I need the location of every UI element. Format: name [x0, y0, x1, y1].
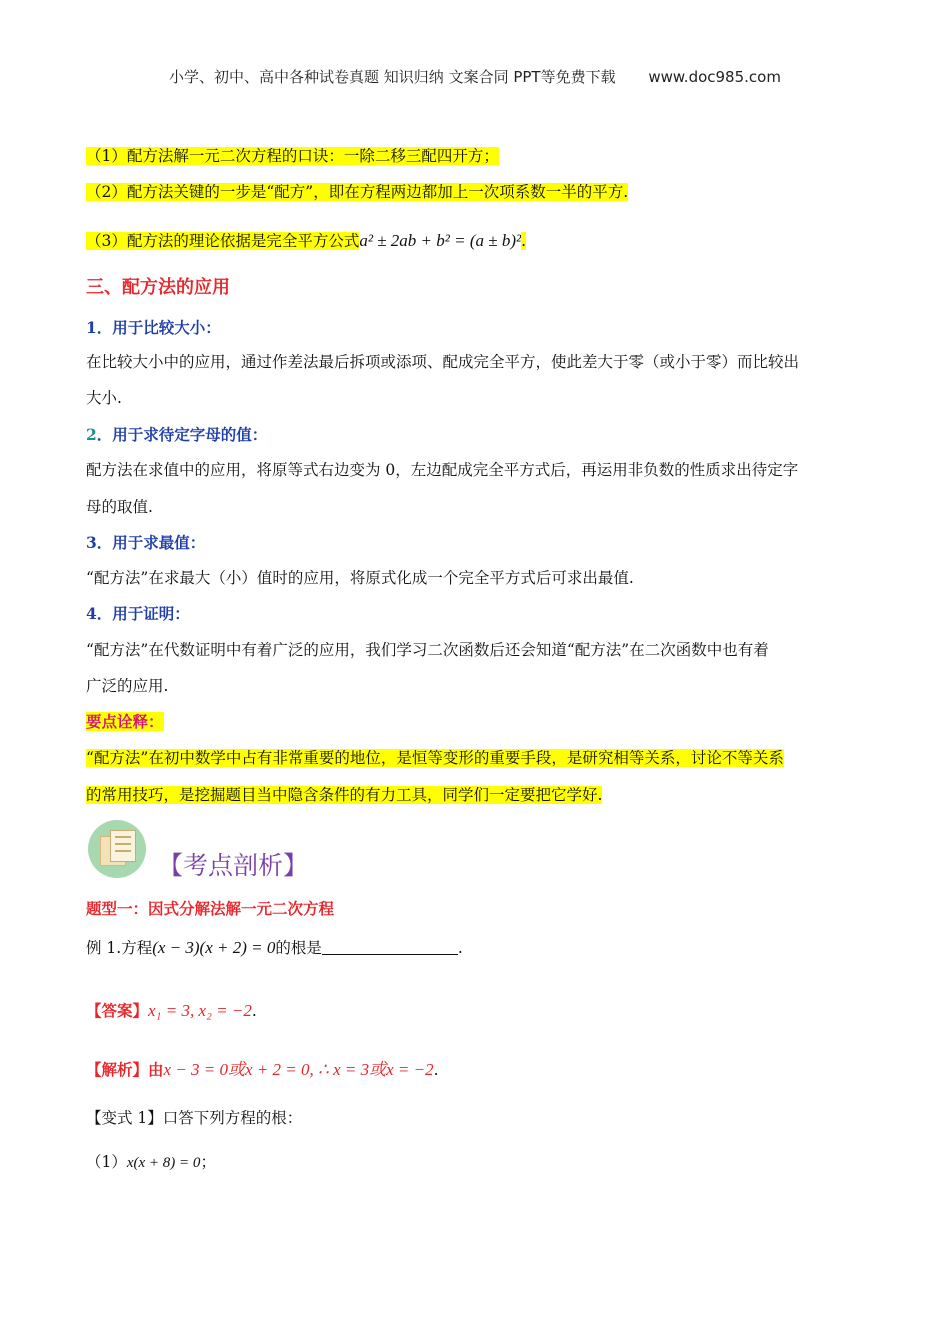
item-4-line-2: 广泛的应用. [86, 677, 169, 695]
item-1-line-1: 在比较大小中的应用，通过作差法最后拆项或添项、配成完全平方，使此差大于零（或小于零）而比较出 [86, 353, 800, 371]
item-1-heading: 1．用于比较大小： [86, 318, 221, 337]
key-point-line-1 [86, 747, 784, 769]
question-1-equation: x(x + 8) = 0 [126, 1155, 201, 1171]
note-2-text: （2）配方法关键的一步是“配方”，即在方程两边都加上一次项系数一半的平方. [86, 183, 629, 201]
note-3-end: . [521, 232, 527, 250]
page-header [0, 66, 950, 87]
item-2-heading-text: ．用于求待定字母的值： [96, 425, 268, 444]
key-point-label [86, 711, 164, 733]
item-3-line-1: “配方法”在求最大（小）值时的应用，将原式化成一个完全平方式后可求出最值. [86, 569, 634, 587]
key-point-line-1-text: “配方法”在初中数学中占有非常重要的地位，是恒等变形的重要手段，是研究相等关系，讨论不等关系 [86, 749, 784, 767]
example-1-prefix: 例 1.方程 [86, 939, 153, 957]
note-1 [86, 145, 499, 167]
example-1-end: . [457, 939, 463, 957]
answer-end: . [251, 1002, 257, 1020]
answer-value: x₁ = 3, x₂ = −2 [148, 1001, 252, 1020]
documents-icon [88, 820, 146, 878]
header-title: 小学、初中、高中各种试卷真题 知识归纳 文案合同 PPT等免费下载 [169, 68, 616, 86]
answer-line [86, 1000, 257, 1022]
note-1-text: （1）配方法解一元二次方程的口诀：一除二移三配四开方； [86, 147, 499, 165]
question-1-end: ； [200, 1153, 216, 1171]
item-2-heading [86, 424, 267, 446]
key-point-line-2 [86, 784, 602, 806]
solution-you: 由 [148, 1060, 164, 1079]
example-1 [86, 937, 463, 959]
question-1 [86, 1151, 216, 1174]
header-url[interactable]: www.doc985.com [648, 68, 781, 86]
item-2-heading-num: 2 [86, 425, 97, 444]
type-1-title: 题型一：因式分解法解一元二次方程 [86, 899, 335, 918]
solution-end: . [433, 1061, 439, 1079]
example-1-equation: (x − 3)(x + 2) = 0 [152, 938, 276, 957]
section-3-title: 三、配方法的应用 [86, 277, 230, 298]
note-3-text: （3）配方法的理论依据是完全平方公式 [86, 232, 360, 250]
note-2 [86, 181, 628, 203]
key-point-line-2-text: 的常用技巧，是挖掘题目当中隐含条件的有力工具，同学们一定要把它学好. [86, 786, 603, 804]
example-1-suffix: 的根是 [275, 939, 322, 957]
answer-blank [322, 940, 458, 955]
note-3-formula: a² ± 2ab + b² = (a ± b)² [359, 231, 522, 250]
solution-line [86, 1059, 439, 1081]
item-3-heading: 3．用于求最值： [86, 533, 206, 552]
variant-1-title: 【变式 1】口答下列方程的根： [86, 1109, 303, 1127]
solution-value: x − 3 = 0或x + 2 = 0, ∴ x = 3或x = −2 [163, 1060, 434, 1079]
item-4-line-1: “配方法”在代数证明中有着广泛的应用，我们学习二次函数后还会知道“配方法”在二次函数中也有着 [86, 641, 769, 659]
item-1-line-2: 大小. [86, 389, 122, 407]
note-3 [86, 230, 526, 252]
answer-label: 【答案】 [86, 1001, 149, 1020]
question-1-num: （1） [86, 1153, 127, 1171]
key-point-label-text: 要点诠释： [86, 712, 164, 731]
item-2-line-1: 配方法在求值中的应用，将原等式右边变为 0，左边配成完全平方式后，再运用非负数的性质求出待定字 [86, 461, 799, 479]
item-2-line-2: 母的取值. [86, 498, 153, 516]
solution-label: 【解析】 [86, 1060, 149, 1079]
analysis-title: 【考点剖析】 [158, 851, 309, 880]
item-4-heading: 4．用于证明： [86, 604, 190, 623]
